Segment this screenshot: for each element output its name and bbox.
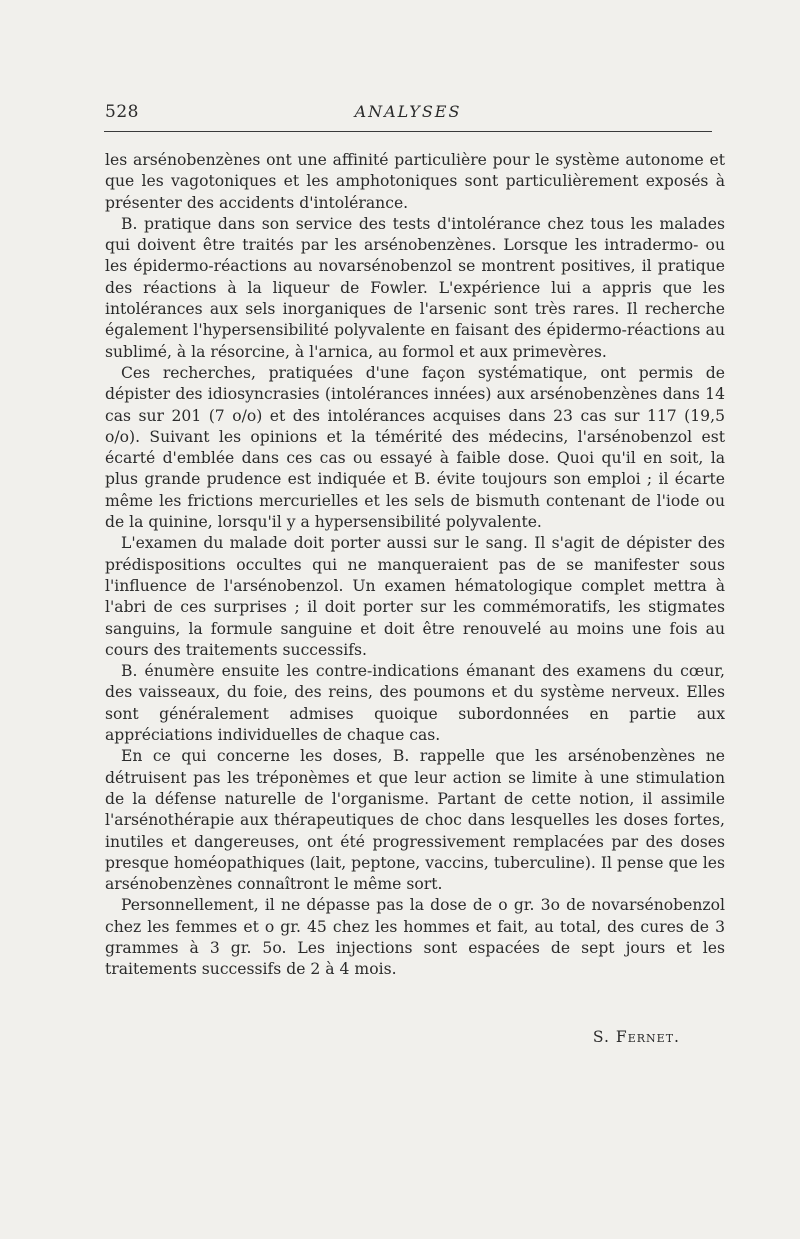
paragraph-continuation: les arsénobenzènes ont une affinité particulière pour le système autonome et que les vagotoniques et les amphotoniques sont particulièrement exposés à présenter des accidents d'intolérance. xyxy=(105,151,725,212)
page-header xyxy=(105,101,711,131)
paragraph-blood-exam: L'examen du malade doit porter aussi sur le sang. Il s'agit de dépister des prédispositions occultes qui ne manqueraient pas de se manifester sous l'influence de l'arsénobenzol. Un examen hématologique complet mettra à l'abri de ces surprises ; il doit porter sur les commémoratifs, les stigmates sanguins, la formule sanguine et doit être renouvelé au moins une fois au cours des traitements successifs. xyxy=(105,534,725,659)
running-title: ANALYSES xyxy=(354,102,462,121)
paragraph-contraindications: B. énumère ensuite les contre-indications émanant des examens du cœur, des vaisseaux, du foie, des reins, des poumons et du système nerveux. Elles sont généralement admises quoique subordonnées en partie aux appréciations individuelles de chaque cas. xyxy=(105,662,725,745)
paragraph-research-results: Ces recherches, pratiquées d'une façon systématique, ont permis de dépister des idiosyncrasies (intolérances innées) aux arsénobenzènes dans 14 cas sur 201 (7 o/o) et des intolérances acquises dans 23 cas sur 117 (19,5 o/o). Suivant les opinions et la témérité des médecins, l'arsénobenzol est écarté d'emblée dans ces cas ou essayé à faible dose. Quoi qu'il en soit, la plus grande prudence est indiquée et B. évite toujours son emploi ; il écarte même les frictions mercurielles et les sels de bismuth contenant de l'iode ou de la quinine, lorsqu'il y a hypersensibilité polyvalente. xyxy=(105,363,725,532)
author-signature: S. Fernet. xyxy=(592,1028,680,1046)
article-body xyxy=(105,150,725,981)
page-number: 528 xyxy=(105,102,139,122)
header-rule xyxy=(104,131,712,132)
paragraph-doses: En ce qui concerne les doses, B. rappelle que les arsénobenzènes ne détruisent pas les tréponèmes et que leur action se limite à une stimulation de la défense naturelle de l'organisme. Partant de cette notion, il assimile l'arsénothérapie aux thérapeutiques de choc dans lesquelles les doses fortes, inutiles et dangereuses, ont été progressivement remplacées par des doses presque homéopathiques (lait, peptone, vaccins, tuberculine). Il pense que les arsénobenzènes connaîtront le même sort. xyxy=(105,747,725,894)
paragraph-intolerance-tests: B. pratique dans son service des tests d'intolérance chez tous les malades qui doivent être traités par les arsénobenzènes. Lorsque les intradermo- ou les épidermo-réactions au novarsénobenzol se montrent positives, il pratique des réactions à la liqueur de Fowler. L'expérience lui a appris que les intolérances aux sels inorganiques de l'arsenic sont très rares. Il recherche également l'hypersensibilité polyvalente en faisant des épidermo-réactions au sublimé, à la résorcine, à l'arnica, au formol et aux primevères. xyxy=(105,214,725,361)
paragraph-personal-practice: Personnellement, il ne dépasse pas la dose de o gr. 3o de novarsénobenzol chez les femmes et o gr. 45 chez les hommes et fait, au total, des cures de 3 grammes à 3 gr. 5o. Les injections sont espacées de sept jours et les traitements successifs de 2 à 4 mois. xyxy=(105,896,725,979)
